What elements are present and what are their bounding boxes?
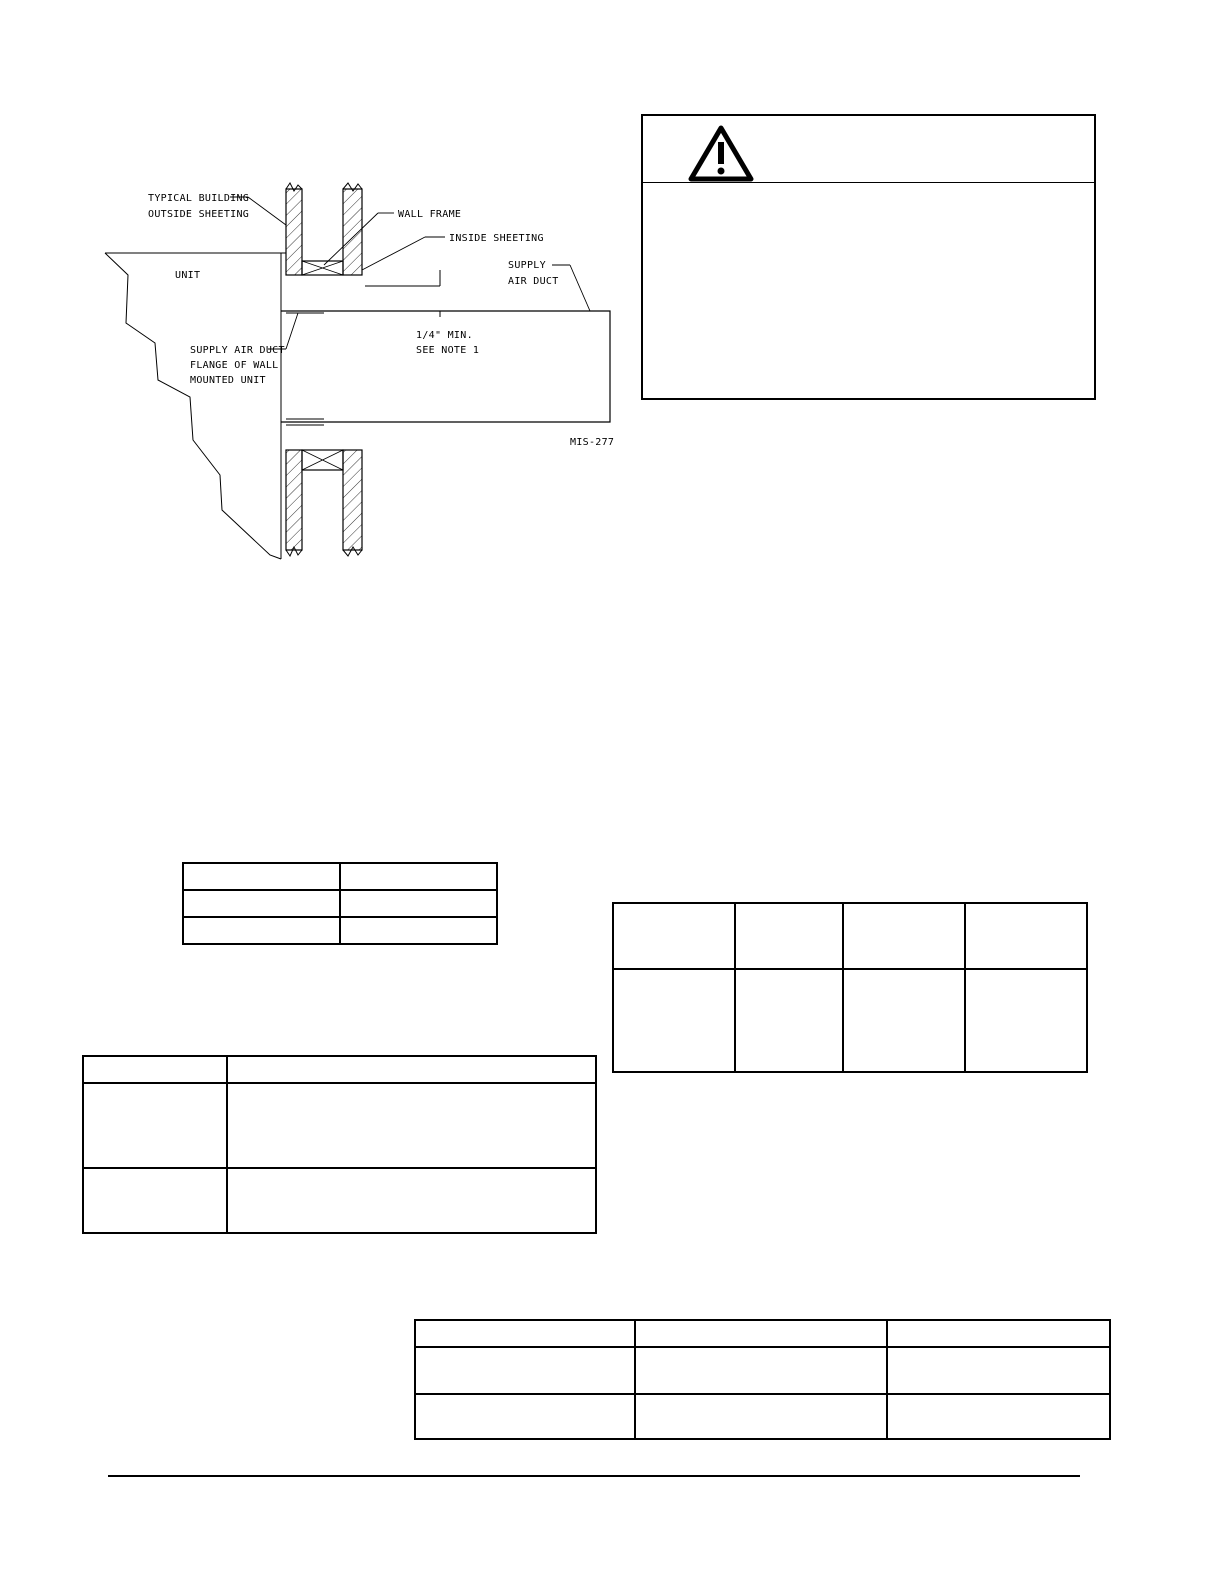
table-two-column-wide: [82, 1055, 597, 1234]
label-unit: UNIT: [175, 270, 201, 281]
table-row: [183, 917, 497, 944]
footer-rule: [108, 1475, 1080, 1477]
label-figure-code: MIS-277: [570, 437, 615, 448]
label-flange-line1: SUPPLY AIR DUCT: [190, 345, 285, 356]
table-row: [183, 890, 497, 917]
label-supply-air-duct-line2: AIR DUCT: [508, 276, 559, 287]
table-row: [83, 1056, 596, 1083]
inside-sheeting-lower: [343, 450, 362, 550]
warning-box: [641, 114, 1096, 400]
table-row: [83, 1083, 596, 1168]
supply-air-duct-outline: [281, 311, 610, 422]
table-three-column: [414, 1319, 1111, 1440]
label-supply-air-duct-line1: SUPPLY: [508, 260, 546, 271]
outside-sheeting-upper: [286, 189, 302, 275]
wall-mounted-unit-duct-diagram: [100, 175, 620, 570]
label-inside-sheeting: INSIDE SHEETING: [449, 233, 544, 244]
table-row: [183, 863, 497, 890]
table-four-column: [612, 902, 1088, 1073]
table-row: [83, 1168, 596, 1233]
warning-triangle-icon: [687, 124, 755, 182]
table-row: [415, 1320, 1110, 1347]
table-row: [415, 1394, 1110, 1439]
table-small-two-column: [182, 862, 498, 945]
table-row: [415, 1347, 1110, 1394]
unit-body-outline: [105, 253, 281, 559]
label-flange-line2: FLANGE OF WALL: [190, 360, 279, 371]
outside-sheeting-lower: [286, 450, 302, 550]
inside-sheeting-upper: [343, 189, 362, 275]
label-clearance-line2: SEE NOTE 1: [416, 345, 480, 356]
label-clearance-line1: 1/4" MIN.: [416, 330, 473, 341]
table-row: [613, 903, 1087, 969]
label-outside-sheeting-line1: TYPICAL BUILDING: [148, 193, 250, 204]
label-outside-sheeting-line2: OUTSIDE SHEETING: [148, 209, 250, 220]
warning-header-rule: [643, 182, 1094, 183]
label-flange-line3: MOUNTED UNIT: [190, 375, 266, 386]
table-row: [613, 969, 1087, 1072]
label-wall-frame: WALL FRAME: [398, 209, 462, 220]
